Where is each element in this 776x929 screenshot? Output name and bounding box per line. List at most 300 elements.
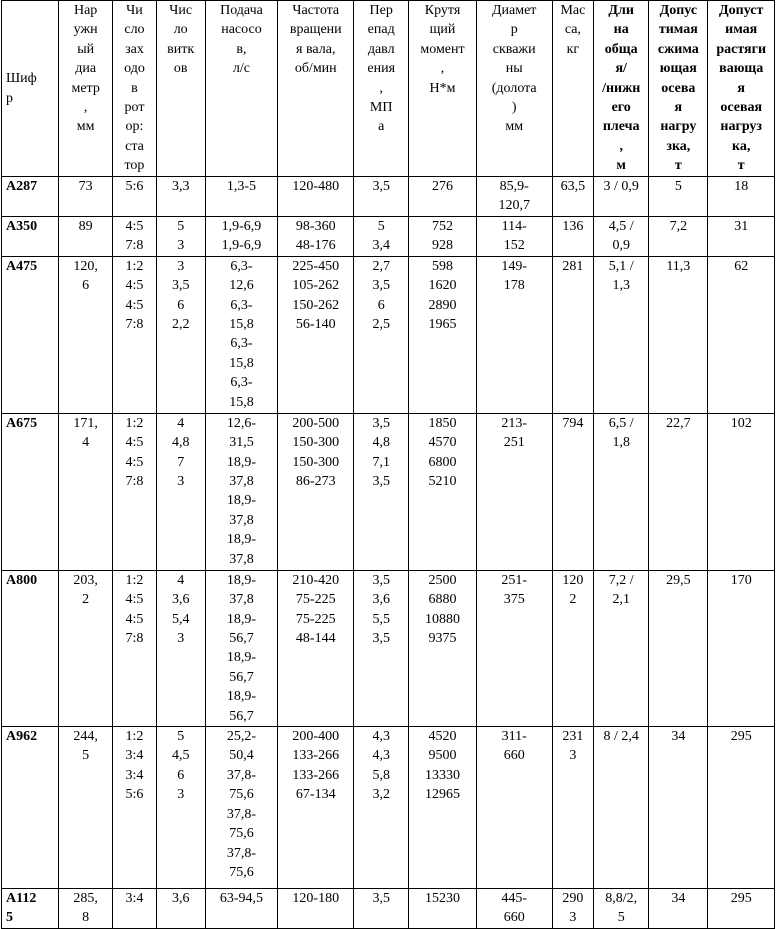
cell-turns-line: 3 xyxy=(177,787,185,803)
cell-flow-line: 12,6 xyxy=(229,278,254,294)
header-tens-line: имая xyxy=(725,22,758,38)
cell-dp-line: 3,4 xyxy=(372,238,390,254)
cell-torque-line: 276 xyxy=(432,179,453,194)
cell-torque-line: 10880 xyxy=(425,611,460,627)
cell-tens-line: 62 xyxy=(734,258,749,274)
cell-torque xyxy=(409,216,477,256)
header-torque-line: Н*м xyxy=(429,80,456,96)
cell-flow-line: 75,6 xyxy=(229,787,254,803)
cell-comp xyxy=(649,256,708,413)
cell-hole xyxy=(476,413,552,570)
cell-shifr xyxy=(2,256,59,413)
cell-comp xyxy=(649,727,708,889)
cell-length-line: 6,5 / xyxy=(608,415,634,431)
cell-hole-line: 375 xyxy=(503,592,525,608)
cell-comp-line: 5 xyxy=(674,179,682,194)
cell-rpm-line: 120-180 xyxy=(292,891,340,907)
cell-length xyxy=(594,727,649,889)
cell-length-line: 5,1 / xyxy=(608,258,634,274)
table-row xyxy=(2,727,775,889)
cell-length-line: 7,2 / xyxy=(608,572,634,588)
cell-comp-line: 34 xyxy=(671,891,686,907)
cell-torque xyxy=(409,727,477,889)
cell-flow-line: 6,3- xyxy=(230,375,253,391)
cell-dp-line: 4,3 xyxy=(372,729,390,745)
header-hole xyxy=(476,1,552,177)
cell-hole xyxy=(476,256,552,413)
cell-rpm-line: 105-262 xyxy=(292,278,340,294)
cell-rpm-line: 86-273 xyxy=(295,474,336,490)
cell-lobes xyxy=(113,177,157,217)
cell-mass-line: 231 xyxy=(562,729,584,745)
header-diam_out-line: диа xyxy=(75,61,97,77)
header-turns xyxy=(156,1,205,177)
cell-tens-line: 295 xyxy=(730,891,752,907)
cell-torque xyxy=(409,413,477,570)
cell-turns xyxy=(156,256,205,413)
header-turns-line: ов xyxy=(173,61,188,77)
cell-turns xyxy=(156,413,205,570)
cell-flow-line: 18,9- xyxy=(226,572,257,588)
cell-turns xyxy=(156,570,205,726)
header-mass-line: Мас xyxy=(560,3,586,18)
cell-length-line: 1,3 xyxy=(612,278,630,294)
cell-comp-line: 7,2 xyxy=(669,218,688,234)
header-comp-line: ющая xyxy=(659,61,697,77)
cell-rpm-line: 225-450 xyxy=(292,258,340,274)
cell-mass-line: 3 xyxy=(569,748,577,764)
cell-tens-line: 18 xyxy=(734,179,749,194)
cell-tens-line: 102 xyxy=(730,415,752,431)
cell-rpm xyxy=(278,413,354,570)
header-dp-line: а xyxy=(378,119,385,135)
header-turns-line: Чис xyxy=(169,3,193,18)
cell-rpm xyxy=(278,177,354,217)
cell-tens-line: 170 xyxy=(730,572,752,588)
cell-rpm-line: 150-262 xyxy=(292,297,340,313)
cell-torque-line: 9375 xyxy=(428,631,457,647)
header-torque-line: Крутя xyxy=(424,3,461,18)
cell-flow-line: 75,6 xyxy=(229,864,254,880)
cell-length-line: 8,8/2, xyxy=(605,891,638,907)
header-diam_out-line: ужн xyxy=(73,22,98,38)
header-length-line: обща xyxy=(604,41,638,57)
cell-flow-line: 18,9- xyxy=(226,493,257,509)
header-hole-line: (долота xyxy=(491,80,537,96)
cell-shifr xyxy=(2,216,59,256)
cell-shifr-line: А800 xyxy=(6,572,38,588)
header-hole-line: ) xyxy=(511,100,517,116)
cell-hole-line: 660 xyxy=(503,748,525,764)
cell-length-line: 3 / 0,9 xyxy=(603,179,639,194)
cell-hole xyxy=(476,177,552,217)
cell-turns-line: 5 xyxy=(177,218,185,234)
header-dp xyxy=(354,1,409,177)
cell-diam_out-line: 73 xyxy=(78,179,93,194)
header-diam_out-line: мм xyxy=(76,119,95,135)
header-dp-line: епад xyxy=(367,22,395,38)
cell-length xyxy=(594,216,649,256)
cell-length-line: 4,5 / xyxy=(608,218,634,234)
cell-flow-line: 12,6- xyxy=(226,415,257,431)
header-comp-line: я xyxy=(674,100,683,116)
header-diam_out-line: Нар xyxy=(73,3,98,18)
cell-lobes-line: 1:2 xyxy=(125,572,144,588)
cell-lobes-line: 4:5 xyxy=(125,278,144,294)
cell-flow-line: 25,2- xyxy=(226,729,257,745)
cell-comp-line: 29,5 xyxy=(666,572,691,588)
cell-diam_out-line: 244, xyxy=(73,729,98,745)
cell-dp-line: 4,3 xyxy=(372,748,390,764)
cell-mass xyxy=(552,413,594,570)
cell-mass-line: 120 xyxy=(562,572,584,588)
cell-flow-line: 18,9- xyxy=(226,454,257,470)
header-diam_out-line: метр xyxy=(71,80,100,96)
cell-lobes xyxy=(113,889,157,929)
cell-hole xyxy=(476,889,552,929)
cell-flow-line: 56,7 xyxy=(229,631,254,647)
header-flow-line: л/с xyxy=(232,61,251,77)
cell-turns-line: 4,8 xyxy=(171,435,190,451)
cell-diam_out xyxy=(59,413,113,570)
header-comp-line: зка, xyxy=(666,138,691,154)
header-mass-line: са, xyxy=(564,22,581,38)
cell-flow-line: 18,9- xyxy=(226,650,257,666)
header-tens-line: я xyxy=(737,80,745,96)
header-flow-line: Подача xyxy=(220,3,263,18)
cell-dp-line: 3,5 xyxy=(372,572,390,588)
cell-mass-line: 794 xyxy=(562,415,584,431)
cell-dp xyxy=(354,727,409,889)
cell-dp xyxy=(354,177,409,217)
header-turns-line: ло xyxy=(173,22,188,38)
header-hole-line: Диамет xyxy=(491,3,537,18)
cell-torque-line: 4570 xyxy=(428,435,457,451)
cell-dp-line: 3,5 xyxy=(372,631,390,647)
header-lobes-line: зах xyxy=(125,41,144,57)
cell-rpm xyxy=(278,727,354,889)
table-row xyxy=(2,256,775,413)
header-length-line: Дли xyxy=(608,3,634,18)
cell-hole xyxy=(476,727,552,889)
cell-rpm-line: 120-480 xyxy=(292,179,340,194)
cell-flow-line: 37,8- xyxy=(226,767,257,783)
header-comp-line: т xyxy=(674,158,682,174)
cell-shifr-line: А287 xyxy=(6,179,38,194)
cell-rpm xyxy=(278,570,354,726)
header-torque-line: момент xyxy=(420,41,465,57)
cell-hole-line: 114- xyxy=(501,218,527,234)
header-torque xyxy=(409,1,477,177)
cell-shifr xyxy=(2,889,59,929)
header-mass-line: кг xyxy=(566,41,580,57)
cell-flow-line: 1,9-6,9 xyxy=(221,218,262,234)
cell-diam_out xyxy=(59,570,113,726)
cell-lobes-line: 5:6 xyxy=(125,179,144,194)
cell-flow-line: 37,8 xyxy=(229,592,254,608)
cell-shifr-line: 5 xyxy=(6,910,13,926)
cell-torque-line: 752 xyxy=(432,218,453,234)
header-dp-line: ения xyxy=(367,61,396,77)
cell-hole-line: 178 xyxy=(503,278,525,294)
cell-rpm xyxy=(278,889,354,929)
cell-diam_out xyxy=(59,727,113,889)
cell-shifr xyxy=(2,177,59,217)
cell-turns-line: 2,2 xyxy=(171,317,190,333)
cell-diam_out-line: 5 xyxy=(82,748,90,764)
cell-hole xyxy=(476,216,552,256)
cell-flow-line: 63-94,5 xyxy=(219,891,264,907)
cell-lobes-line: 3:4 xyxy=(125,748,144,764)
cell-diam_out-line: 203, xyxy=(73,572,98,588)
cell-flow-line: 1,3-5 xyxy=(226,179,257,194)
cell-turns-line: 3,6 xyxy=(171,891,190,907)
cell-flow xyxy=(205,177,278,217)
cell-shifr-line: А112 xyxy=(6,891,37,907)
cell-tens-line: 31 xyxy=(734,218,749,234)
cell-dp xyxy=(354,216,409,256)
cell-rpm-line: 75-225 xyxy=(295,592,336,608)
cell-hole-line: 149- xyxy=(501,258,528,274)
cell-tens-line: 295 xyxy=(730,729,752,745)
header-lobes-line: рот xyxy=(124,100,145,116)
cell-turns-line: 6 xyxy=(177,297,185,313)
cell-flow xyxy=(205,889,278,929)
cell-dp-line: 4,8 xyxy=(372,435,390,451)
cell-flow-line: 37,8 xyxy=(229,512,254,528)
cell-mass-line: 3 xyxy=(569,910,577,926)
header-lobes-line: в xyxy=(131,80,138,96)
cell-dp-line: 2,7 xyxy=(372,258,390,274)
header-comp-line: сжима xyxy=(657,41,699,57)
header-mass xyxy=(552,1,594,177)
cell-flow-line: 15,8 xyxy=(229,394,254,410)
cell-comp xyxy=(649,216,708,256)
cell-length-line: 8 / 2,4 xyxy=(603,729,639,745)
header-length-line: на xyxy=(613,22,629,38)
header-diam_out-line: , xyxy=(83,100,88,116)
header-lobes xyxy=(113,1,157,177)
cell-shifr-line: А475 xyxy=(6,258,38,274)
cell-dp-line: 7,1 xyxy=(372,454,390,470)
cell-dp-line: 3,5 xyxy=(372,278,390,294)
header-diam_out-line: ый xyxy=(77,41,95,57)
cell-length-line: 5 xyxy=(617,910,625,926)
header-hole-line: скважи xyxy=(492,41,536,57)
cell-flow-line: 31,5 xyxy=(229,435,254,451)
cell-turns xyxy=(156,889,205,929)
cell-shifr xyxy=(2,570,59,726)
cell-hole-line: 445- xyxy=(501,891,528,907)
cell-mass xyxy=(552,177,594,217)
cell-lobes-line: 3:4 xyxy=(125,767,144,783)
cell-diam_out-line: 4 xyxy=(82,435,90,451)
cell-dp-line: 6 xyxy=(377,297,385,313)
cell-rpm-line: 200-400 xyxy=(292,729,340,745)
cell-turns-line: 3 xyxy=(177,258,185,274)
cell-rpm-line: 133-266 xyxy=(292,748,340,764)
cell-hole-line: 152 xyxy=(503,238,525,254)
header-comp-line: тимая xyxy=(658,22,698,38)
cell-torque-line: 2500 xyxy=(428,572,457,588)
cell-lobes-line: 3:4 xyxy=(125,891,144,907)
header-lobes-line: сло xyxy=(124,22,145,38)
cell-turns-line: 4 xyxy=(177,572,185,588)
cell-length xyxy=(594,256,649,413)
header-lobes-line: Чи xyxy=(126,3,143,18)
cell-flow-line: 37,8 xyxy=(229,474,254,490)
header-torque-line: , xyxy=(440,61,445,77)
cell-turns-line: 4,5 xyxy=(171,748,190,764)
cell-flow-line: 6,3- xyxy=(230,336,253,352)
cell-mass-line: 2 xyxy=(569,592,577,608)
header-lobes-line: ор: xyxy=(125,119,144,135)
header-tens-line: вающа xyxy=(719,61,764,77)
cell-dp-line: 3,5 xyxy=(372,891,390,907)
cell-turns-line: 4 xyxy=(177,415,185,431)
cell-torque-line: 4520 xyxy=(428,729,457,745)
cell-torque-line: 1850 xyxy=(428,415,457,431)
cell-tens xyxy=(708,177,775,217)
motor-spec-table xyxy=(1,0,775,929)
cell-turns-line: 6 xyxy=(177,767,185,783)
header-comp-line: осева xyxy=(661,80,696,96)
header-rpm-line: вращени xyxy=(289,22,342,38)
header-turns-line: витк xyxy=(167,41,195,57)
table-row xyxy=(2,413,775,570)
cell-torque-line: 5210 xyxy=(428,474,457,490)
cell-flow-line: 18,9- xyxy=(226,611,257,627)
cell-flow-line: 56,7 xyxy=(229,669,254,685)
cell-torque-line: 1620 xyxy=(428,278,457,294)
header-tens-line: нагруз xyxy=(720,119,763,135)
cell-dp-line: 5,8 xyxy=(372,767,390,783)
header-tens-line: осевая xyxy=(720,100,763,116)
header-tens xyxy=(708,1,775,177)
cell-flow-line: 18,9- xyxy=(226,532,257,548)
cell-shifr-line: А675 xyxy=(6,415,38,431)
cell-torque-line: 6880 xyxy=(428,592,457,608)
cell-lobes-line: 7:8 xyxy=(125,238,144,254)
cell-lobes-line: 7:8 xyxy=(125,317,144,333)
cell-hole-line: 311- xyxy=(501,729,527,745)
cell-dp-line: 3,6 xyxy=(372,592,390,608)
cell-rpm-line: 67-134 xyxy=(295,787,336,803)
cell-lobes xyxy=(113,256,157,413)
cell-torque-line: 928 xyxy=(432,238,453,254)
cell-turns-line: 3,3 xyxy=(171,179,190,194)
cell-turns xyxy=(156,216,205,256)
header-dp-line: давл xyxy=(367,41,395,57)
cell-dp xyxy=(354,413,409,570)
cell-comp-line: 34 xyxy=(671,729,686,745)
cell-rpm-line: 98-360 xyxy=(295,218,336,234)
table-body xyxy=(2,177,775,929)
cell-lobes xyxy=(113,413,157,570)
cell-length xyxy=(594,570,649,726)
cell-comp xyxy=(649,177,708,217)
cell-turns-line: 3 xyxy=(177,631,185,647)
cell-turns-line: 3 xyxy=(177,474,185,490)
cell-dp xyxy=(354,256,409,413)
cell-rpm-line: 75-225 xyxy=(295,611,336,627)
cell-rpm-line: 48-144 xyxy=(295,631,336,647)
header-comp-line: Допус xyxy=(659,3,698,18)
header-comp-line: нагру xyxy=(660,119,697,135)
cell-tens xyxy=(708,889,775,929)
cell-lobes-line: 1:2 xyxy=(125,729,144,745)
cell-torque-line: 6800 xyxy=(428,454,457,470)
cell-diam_out-line: 2 xyxy=(82,592,90,608)
cell-diam_out xyxy=(59,177,113,217)
cell-dp-line: 5 xyxy=(377,218,385,234)
cell-lobes-line: 4:5 xyxy=(125,454,144,470)
table-row xyxy=(2,889,775,929)
header-comp xyxy=(649,1,708,177)
table-row xyxy=(2,570,775,726)
cell-length-line: 1,8 xyxy=(612,435,630,451)
cell-flow xyxy=(205,413,278,570)
cell-tens xyxy=(708,570,775,726)
cell-tens xyxy=(708,256,775,413)
cell-length-line: 2,1 xyxy=(612,592,630,608)
cell-torque-line: 12965 xyxy=(425,787,460,803)
cell-mass xyxy=(552,889,594,929)
header-shifr-line: Шиф xyxy=(6,71,37,87)
cell-length xyxy=(594,413,649,570)
cell-dp xyxy=(354,570,409,726)
cell-flow-line: 1,9-6,9 xyxy=(221,238,262,254)
cell-dp xyxy=(354,889,409,929)
cell-dp-line: 5,5 xyxy=(372,611,390,627)
cell-mass-line: 63,5 xyxy=(560,179,586,194)
header-shifr xyxy=(2,1,59,177)
header-lobes-line: одо xyxy=(124,61,145,77)
cell-flow-line: 6,3- xyxy=(230,297,253,313)
cell-torque-line: 15230 xyxy=(425,891,460,907)
cell-flow-line: 37,8- xyxy=(226,806,257,822)
cell-tens xyxy=(708,727,775,889)
cell-dp-line: 3,5 xyxy=(372,415,390,431)
cell-flow xyxy=(205,216,278,256)
cell-flow xyxy=(205,256,278,413)
cell-rpm-line: 200-500 xyxy=(292,415,340,431)
cell-shifr xyxy=(2,727,59,889)
cell-flow-line: 18,9- xyxy=(226,689,257,705)
cell-diam_out-line: 8 xyxy=(82,910,90,926)
header-lobes-line: тор xyxy=(124,158,145,174)
cell-lobes-line: 7:8 xyxy=(125,474,144,490)
header-torque-line: щий xyxy=(429,22,456,38)
cell-mass xyxy=(552,570,594,726)
cell-hole-line: 85,9- xyxy=(499,179,529,194)
header-length-line: я/ xyxy=(615,61,627,77)
cell-turns-line: 5,4 xyxy=(171,611,190,627)
cell-flow xyxy=(205,570,278,726)
cell-rpm-line: 210-420 xyxy=(292,572,340,588)
cell-lobes-line: 4:5 xyxy=(125,435,144,451)
cell-turns-line: 5 xyxy=(177,729,185,745)
header-hole-line: ны xyxy=(505,61,523,77)
cell-dp-line: 2,5 xyxy=(372,317,390,333)
cell-turns-line: 3 xyxy=(177,238,185,254)
cell-tens xyxy=(708,216,775,256)
cell-shifr xyxy=(2,413,59,570)
cell-rpm-line: 133-266 xyxy=(292,767,340,783)
header-tens-line: Допуст xyxy=(719,3,764,18)
cell-shifr-line: А962 xyxy=(6,729,38,745)
cell-flow-line: 50,4 xyxy=(229,748,254,764)
